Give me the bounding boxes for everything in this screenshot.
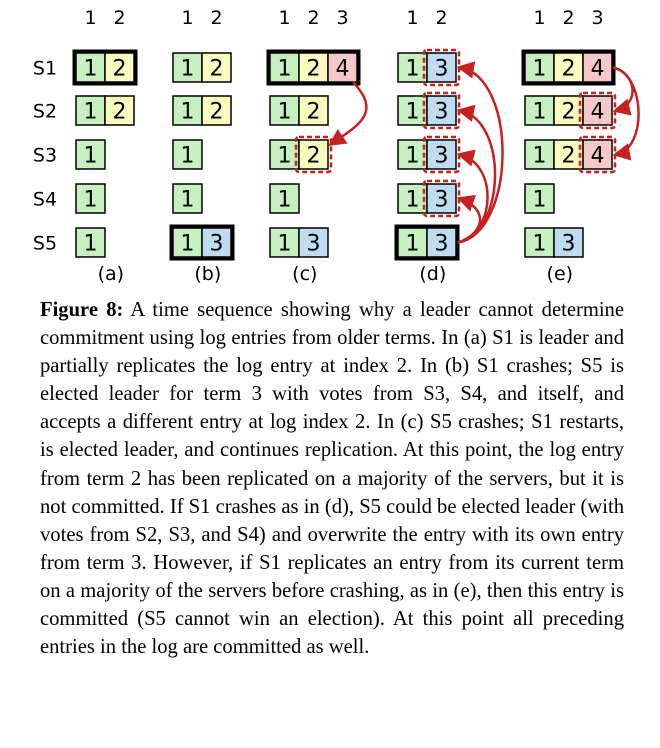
log-entry-term: 1 <box>405 187 420 213</box>
log-entry-term: 4 <box>590 56 605 82</box>
log-entry-term: 1 <box>277 56 292 82</box>
caption-label: Figure 8: <box>40 299 124 321</box>
column-index-label: 2 <box>307 7 320 29</box>
log-entry-term: 3 <box>306 231 321 257</box>
figure-caption <box>40 296 624 661</box>
log-entry-term: 1 <box>83 56 98 82</box>
column-index-label: 1 <box>278 7 291 29</box>
server-label: S3 <box>32 144 58 167</box>
panel <box>524 7 639 285</box>
server-label: S2 <box>32 100 58 123</box>
raft-log-diagram <box>0 0 660 296</box>
panel-label: (d) <box>419 263 447 285</box>
log-entry-term: 2 <box>112 56 127 82</box>
log-entry-term: 2 <box>561 143 576 169</box>
column-index-label: 3 <box>591 7 604 29</box>
replication-arrow <box>331 82 366 144</box>
panel <box>75 7 136 285</box>
log-entry-term: 2 <box>112 99 127 125</box>
log-entry-term: 1 <box>405 231 420 257</box>
log-entry-term: 1 <box>532 231 547 257</box>
log-entry-term: 1 <box>405 143 420 169</box>
log-entry-term: 2 <box>209 99 224 125</box>
panel <box>269 7 367 285</box>
column-index-label: 2 <box>435 7 448 29</box>
replication-arrow <box>458 199 480 243</box>
log-entry-term: 1 <box>180 99 195 125</box>
log-entry-term: 2 <box>306 143 321 169</box>
log-entry-term: 1 <box>405 56 420 82</box>
log-entry-term: 1 <box>83 99 98 125</box>
log-entry-term: 2 <box>306 56 321 82</box>
panel-label: (c) <box>292 263 318 285</box>
log-entry-term: 3 <box>561 231 576 257</box>
log-entry-term: 1 <box>180 143 195 169</box>
log-entry-term: 1 <box>180 231 195 257</box>
caption-text: A time sequence showing why a leader cannot determine commitment using log entries from older terms. In (a) S1 is leader and partially replicates the log entry at index 2. In (b) S1 crashes; S5 is elected leader for term 3 with votes from S3, S4, and itself, and accepts a different entry at log index 2. In (c) S5 crashes; S1 restarts, is elected leader, and continues replication. At this point, the log entry from term 2 has been replicated on a majority of the servers, but it is not committed. If S1 crashes as in (d), S5 could be elected leader (with votes from S2, S3, and S4) and overwrite the entry with its own entry from term 3. However, if S1 replicates an entry from its current term on a majority of the servers before crashing, as in (e), then this entry is committed (S5 cannot win an election). At this point all preceding entries in the log are committed as well. <box>40 299 624 659</box>
log-entry-term: 4 <box>335 56 350 82</box>
panel <box>397 7 503 285</box>
log-entry-term: 2 <box>561 56 576 82</box>
log-entry-term: 3 <box>434 143 449 169</box>
panel-label: (b) <box>194 263 222 285</box>
log-entry-term: 1 <box>532 187 547 213</box>
log-entry-term: 3 <box>434 56 449 82</box>
log-entry-term: 4 <box>590 99 605 125</box>
log-entry-term: 1 <box>405 99 420 125</box>
column-index-label: 3 <box>336 7 349 29</box>
column-index-label: 2 <box>562 7 575 29</box>
column-index-label: 1 <box>181 7 194 29</box>
column-index-label: 1 <box>84 7 97 29</box>
column-index-label: 2 <box>210 7 223 29</box>
log-entry-term: 3 <box>434 187 449 213</box>
log-entry-term: 2 <box>561 99 576 125</box>
log-entry-term: 1 <box>277 143 292 169</box>
log-entry-term: 1 <box>532 143 547 169</box>
server-label: S5 <box>32 232 58 255</box>
server-label: S1 <box>32 57 58 80</box>
panel <box>172 7 233 285</box>
replication-arrow <box>458 111 495 243</box>
log-entry-term: 1 <box>180 56 195 82</box>
log-entry-term: 1 <box>532 56 547 82</box>
log-entry-term: 1 <box>83 231 98 257</box>
column-index-label: 2 <box>113 7 126 29</box>
log-entry-term: 2 <box>306 99 321 125</box>
log-entry-term: 4 <box>590 143 605 169</box>
column-index-label: 1 <box>533 7 546 29</box>
log-entry-term: 1 <box>277 187 292 213</box>
column-index-label: 1 <box>406 7 419 29</box>
log-entry-term: 3 <box>209 231 224 257</box>
log-entry-term: 2 <box>209 56 224 82</box>
log-entry-term: 3 <box>434 231 449 257</box>
log-entry-term: 1 <box>277 99 292 125</box>
panel-label: (e) <box>546 263 574 285</box>
server-label: S4 <box>32 188 58 211</box>
log-entry-term: 3 <box>434 99 449 125</box>
log-entry-term: 1 <box>277 231 292 257</box>
log-entry-term: 1 <box>532 99 547 125</box>
log-entry-term: 1 <box>180 187 195 213</box>
log-entry-term: 1 <box>83 143 98 169</box>
panel-label: (a) <box>97 263 125 285</box>
log-entry-term: 1 <box>83 187 98 213</box>
